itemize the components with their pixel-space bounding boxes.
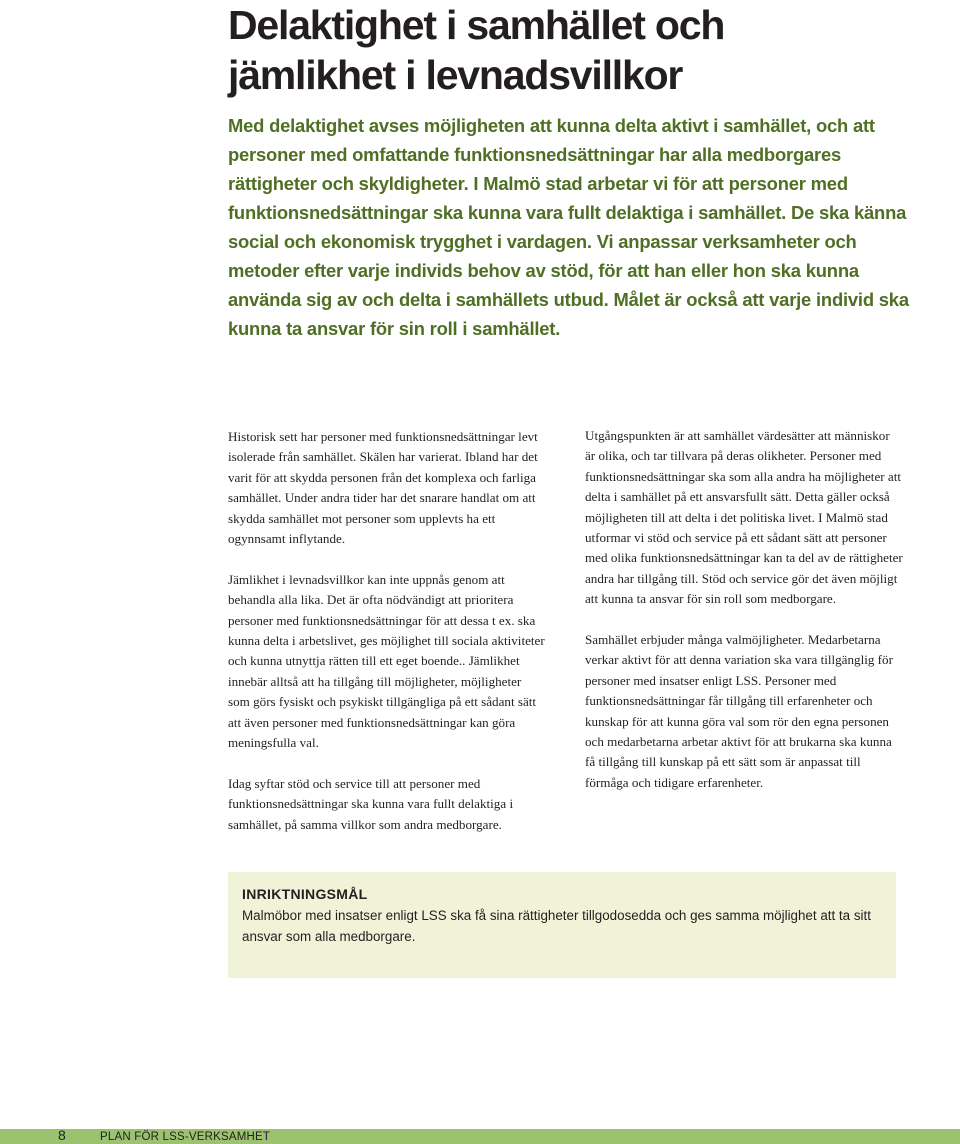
left-text-column [228, 427, 546, 855]
left-paragraph-1: Historisk sett har personer med funktionsnedsättningar levt isolerade från samhället. Skälen har varierat. Ibland har det varit för att skydda personen från det komplexa och farliga samhället. Under andra tider har det snarare handlat om att skydda samhället mot personer som upplevts ha ett ogynnsamt inflytande. [228, 429, 538, 547]
lead-paragraph: Med delaktighet avses möjligheten att kunna delta aktivt i samhället, och att personer med omfattande funktionsnedsättningar har alla medborgares rättigheter och skyldigheter. I Malmö stad arbetar vi för att personer med funktionsnedsättningar ska kunna vara fullt delaktiga i samhället. De ska känna social och ekonomisk trygghet i vardagen. Vi anpassar verksamheter och metoder efter varje individs behov av stöd, för att han eller hon ska kunna använda sig av och delta i samhällets utbud. Målet är också att varje individ ska kunna ta ansvar för sin roll i samhället. [228, 115, 909, 339]
left-paragraph-2: Jämlikhet i levnadsvillkor kan inte uppnås genom att behandla alla lika. Det är ofta nödvändigt att prioritera personer med funktionsnedsättningar för att dessa t ex. ska kunna delta i arbetslivet, ges möjlighet till sociala aktiviteter och kunna utnyttja rätten till ett eget boende.. Jämlikhet innebär alltså att ha tillgång till möjligheter, möjligheter som görs fysiskt och psykiskt tillgängliga på ett sådant sätt att även personer med funktionsnedsättningar kan göra meningsfulla val. [228, 571, 545, 751]
right-paragraph-2: Samhället erbjuder många valmöjligheter. Medarbetarna verkar aktivt för att denna variation ska vara tillgänglig för personer med insatser enligt LSS. Personer med funktionsnedsättningar får tillgång till erfarenheter och kunskap för att kunna göra val som rör den egna personen och medarbetarna arbetar aktivt för att brukarna ska kunna få tillgång till kunskap på ett sätt som är anpassat till förmåga och tidigare erfarenheter. [585, 632, 893, 790]
goal-heading: INRIKTNINGSMÅL [242, 886, 368, 902]
page-title-line-2: jämlikhet i levnadsvillkor [228, 52, 683, 98]
page-title [228, 0, 928, 100]
page-title-line-1: Delaktighet i samhället och [228, 2, 725, 48]
goal-box [228, 872, 896, 978]
right-paragraph-1: Utgångspunkten är att samhället värdesätter att människor är olika, och tar tillvara på deras olikheter. Personer med funktionsnedsättningar ska som alla andra ha möjligheter att delta i samhället på ett ansvarsfullt sätt. Detta gäller också möjligheten till att delta i det politiska livet. I Malmö stad utformar vi stöd och service på ett sådant sätt att personer med olika funktionsnedsättningar kan ta del av de rättigheter andra har tillgång till. Stöd och service gör det även möjligt att kunna ta ansvar för sin roll som medborgare. [585, 428, 903, 607]
left-paragraph-3: Idag syftar stöd och service till att personer med funktionsnedsättningar ska kunna vara fullt delaktiga i samhället, på samma villkor som andra medborgare. [228, 775, 514, 832]
footer-title: PLAN FÖR LSS-VERKSAMHET [100, 1131, 271, 1143]
right-text-column [585, 426, 903, 814]
goal-text: Malmöbor med insatser enligt LSS ska få sina rättigheter tillgodosedda och ges samma möjlighet att ta sitt ansvar som alla medborgare. [242, 908, 871, 944]
footer-divider [0, 1127, 960, 1129]
page-number: 8 [58, 1127, 66, 1143]
